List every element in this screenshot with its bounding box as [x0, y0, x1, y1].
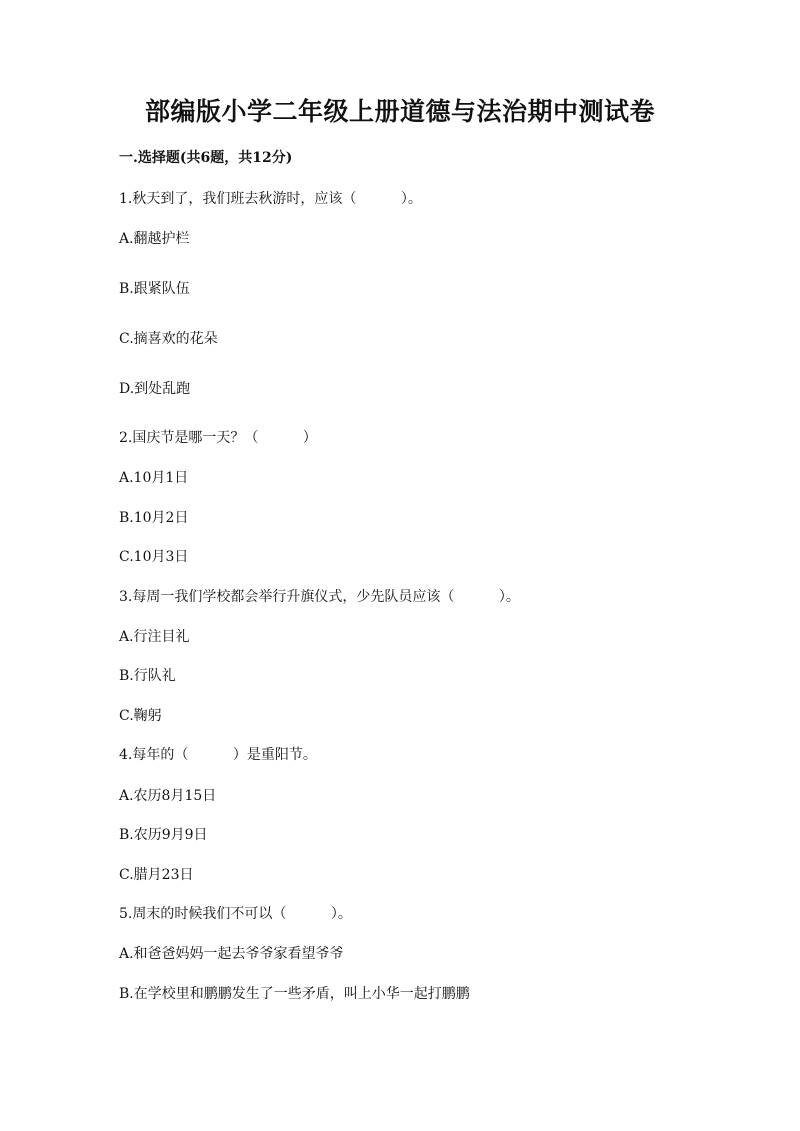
question-option: C.腊月23日 — [119, 867, 194, 883]
question-stem: 1.秋天到了，我们班去秋游时，应该（ ）。 — [119, 191, 422, 207]
question-option: C.10月3日 — [119, 549, 189, 565]
question-option: A.翻越护栏 — [119, 231, 190, 247]
question-option: D.到处乱跑 — [119, 381, 191, 397]
question-option: B.农历9月9日 — [119, 827, 208, 843]
question-option: C.摘喜欢的花朵 — [119, 331, 218, 347]
question-stem: 3.每周一我们学校都会举行升旗仪式，少先队员应该（ ）。 — [119, 589, 520, 605]
question-option: C.鞠躬 — [119, 708, 162, 724]
question-option: B.10月2日 — [119, 510, 189, 526]
question-option: A.农历8月15日 — [119, 788, 217, 804]
question-option: B.在学校里和鹏鹏发生了一些矛盾，叫上小华一起打鹏鹏 — [119, 986, 470, 1002]
section-heading: 一.选择题(共6题，共12分) — [119, 150, 293, 166]
question-stem: 5.周末的时候我们不可以（ ）。 — [119, 906, 352, 922]
question-stem: 2.国庆节是哪一天？（ ） — [119, 430, 317, 446]
question-option: A.10月1日 — [119, 470, 189, 486]
question-stem: 4.每年的（ ）是重阳节。 — [119, 747, 317, 763]
question-option: A.行注目礼 — [119, 629, 190, 645]
page-title: 部编版小学二年级上册道德与法治期中测试卷 — [144, 97, 655, 126]
question-option: B.行队礼 — [119, 668, 176, 684]
question-option: A.和爸爸妈妈一起去爷爷家看望爷爷 — [119, 946, 344, 962]
question-option: B.跟紧队伍 — [119, 281, 190, 297]
